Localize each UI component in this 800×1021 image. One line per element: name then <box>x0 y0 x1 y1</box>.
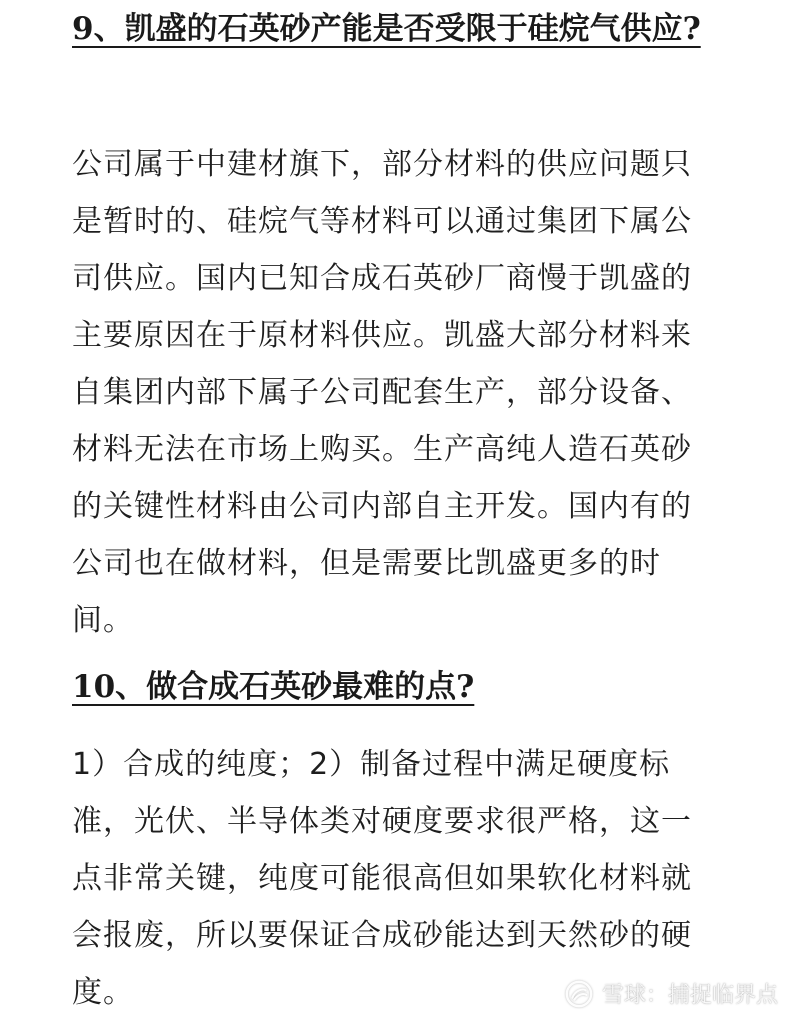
xueqiu-snowball-icon <box>564 979 594 1009</box>
section-heading-9-text: 9、凯盛的石英砂产能是否受限于硅烷气供应? <box>72 11 701 47</box>
section-heading-10 <box>72 658 712 716</box>
watermark-text: 雪球：捕捉临界点 <box>601 983 778 1008</box>
section-body-9: 公司属于中建材旗下，部分材料的供应问题只是暂时的、硅烷气等材料可以通过集团下属公司供应。国内已知合成石英砂厂商慢于凯盛的主要原因在于原材料供应。凯盛大部分材料来自集团内部下属子公司配套生产，部分设备、材料无法在市场上购买。生产高纯人造石英砂的关键性材料由公司内部自主开发。国内有的公司也在做材料，但是需要比凯盛更多的时间。 <box>72 147 692 638</box>
section-heading-10-text: 10、做合成石英砂最难的点? <box>72 669 475 705</box>
section-heading-9 <box>72 0 712 58</box>
section-body-10: 1）合成的纯度；2）制备过程中满足硬度标准，光伏、半导体类对硬度要求很严格，这一点非常关键，纯度可能很高但如果软化材料就会报废，所以要保证合成砂能达到天然砂的硬度。 <box>72 747 692 1010</box>
watermark <box>564 978 778 1009</box>
